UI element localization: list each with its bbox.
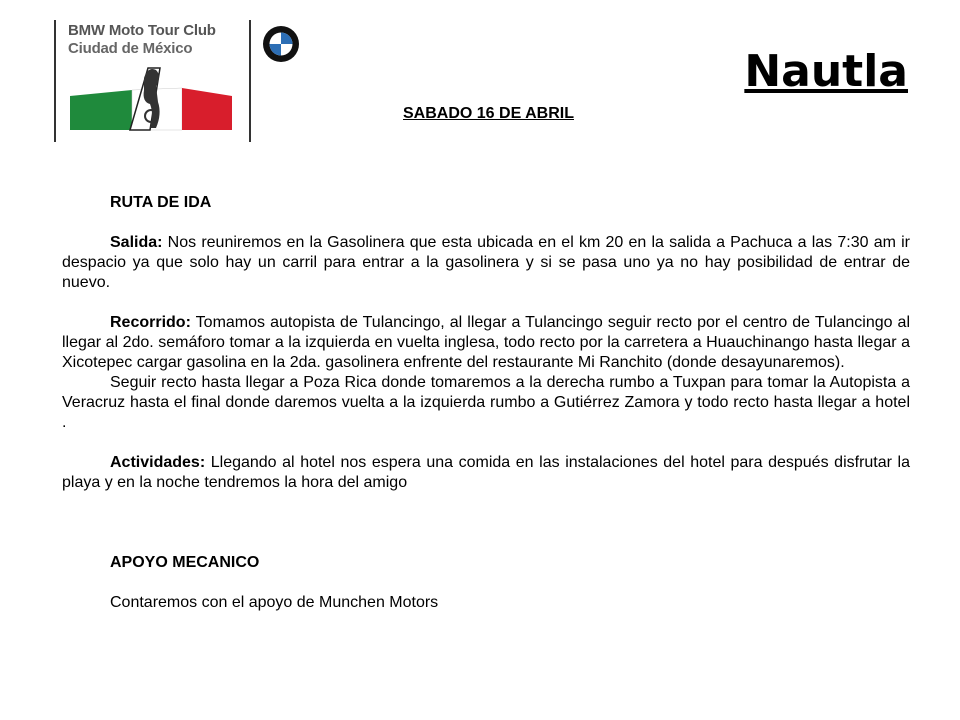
event-date: SABADO 16 DE ABRIL <box>403 105 574 122</box>
recorrido-text: Tomamos autopista de Tulancingo, al llegar a Tulancingo seguir recto por el centro de Tulancingo al llegar al 2do. semáforo tomar a la izquierda en vuelta inglesa, todo recto por la carretera a Huauchinango hasta llegar a Xicotepec cargar gasolina en la 2da. gasolinera enfrente del restaurante Mi Ranchito (donde desayunaremos). <box>62 314 911 371</box>
logo-line-2: Ciudad de México <box>68 40 193 57</box>
logo-line-1: BMW Moto Tour Club <box>68 22 216 39</box>
salida-text: Nos reuniremos en la Gasolinera que esta ubicada en el km 20 en la salida a Pachuca a las 7:30 am ir despacio ya que solo hay un carril para entrar a la gasolinera y si se pasa uno ya no hay posibilidad de entrar de nuevo. <box>62 234 911 291</box>
ruta-heading: RUTA DE IDA <box>110 194 212 211</box>
actividades-text: Llegando al hotel nos espera una comida en las instalaciones del hotel para después disfrutar la playa y en la noche tendremos la hora del amigo <box>62 454 910 491</box>
recorrido-label: Recorrido: <box>110 314 191 331</box>
recorrido-paragraph <box>62 313 910 373</box>
page-title: Nautla <box>744 46 908 97</box>
salida-paragraph <box>62 233 910 293</box>
recorrido-paragraph-2: Seguir recto hasta llegar a Poza Rica donde tomaremos a la derecha rumbo a Tuxpan para tomar la Autopista a Veracruz hasta el final donde daremos vuelta a la izquierda rumbo a Gutiérrez Zamora y todo recto hasta llegar a hotel . <box>62 374 910 431</box>
apoyo-heading: APOYO MECANICO <box>110 554 260 571</box>
salida-label: Salida: <box>110 234 163 251</box>
apoyo-text: Contaremos con el apoyo de Munchen Motors <box>110 594 439 611</box>
club-logo <box>52 18 312 148</box>
actividades-paragraph <box>62 453 910 493</box>
document-body <box>62 193 910 613</box>
actividades-label: Actividades: <box>110 454 206 471</box>
